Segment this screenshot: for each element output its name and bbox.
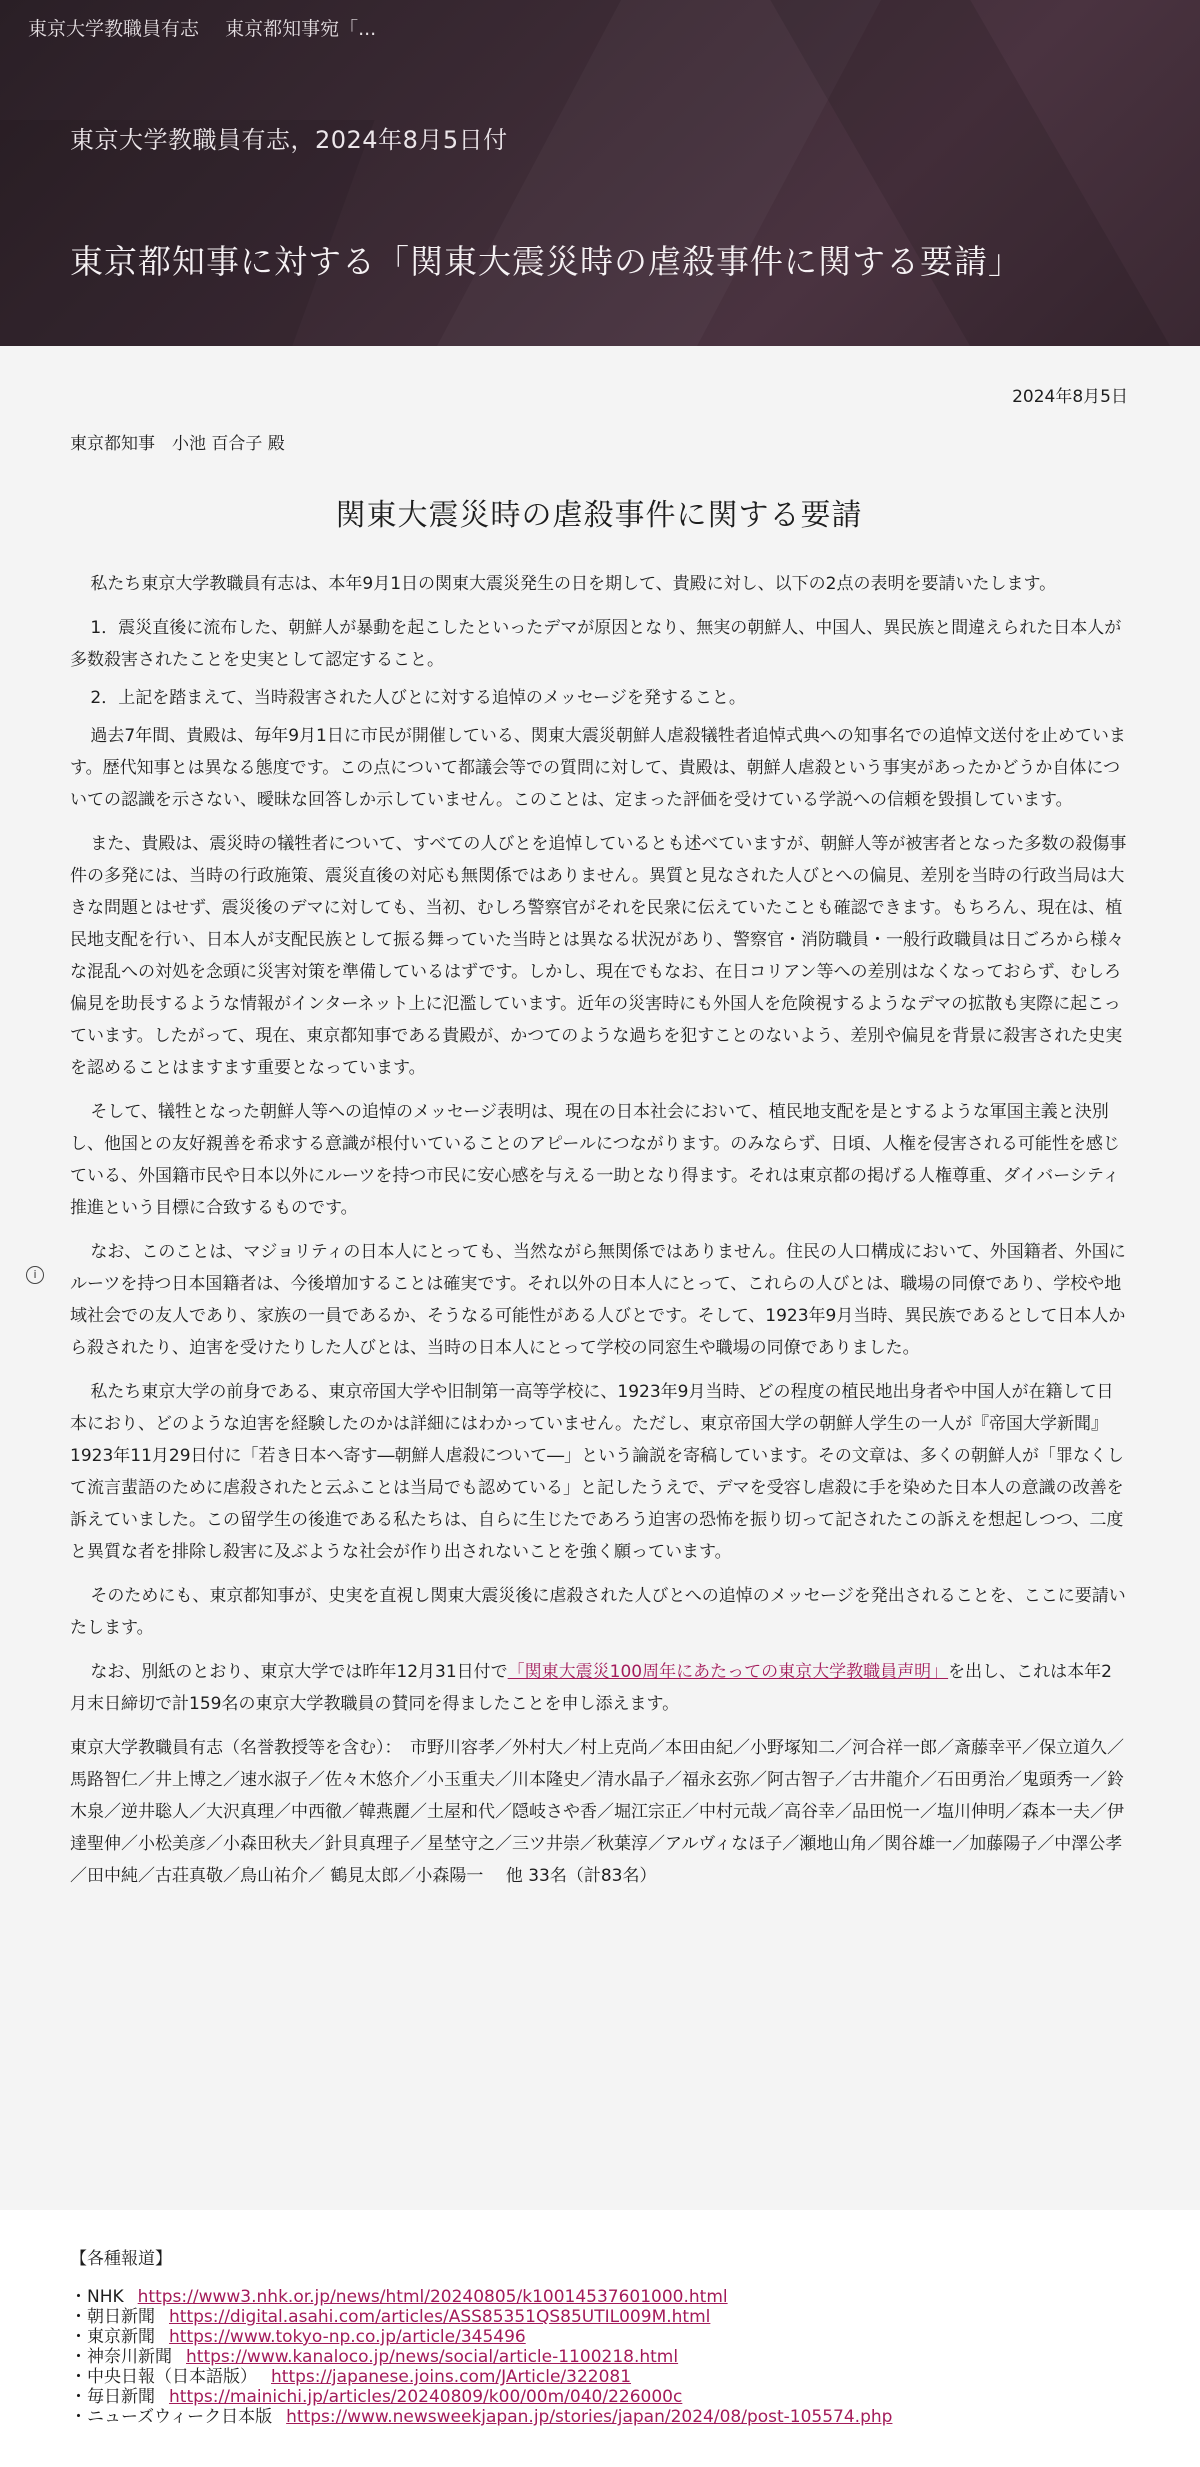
- signatories: 東京大学教職員有志（名誉教授等を含む）： 市野川容孝／外村大／村上克尚／本田由紀／小野塚知二／河合祥一郎／斎藤幸平／保立道久／馬路智仁／井上博之／速水淑子／佐々木悠介／小玉重夫／川本隆史／清水晶子／福永玄弥／阿古智子／古井龍介／石田勇治／鬼頭秀一／鈴木泉／逆井聡人／大沢真理／中西徹／韓燕麗／土屋和代／隠岐さや香／堀江宗正／中村元哉／高谷幸／品田悦一／塩川伸明／森本一夫／伊達聖伸／小松美彦／小森田秋夫／針貝真理子／星埜守之／三ツ井崇／秋葉淳／アルヴィなほ子／瀬地山角／関谷雄一／加藤陽子／中澤公孝／田中純／古荘真敬／鳥山祐介／ 鶴見太郎／小森陽一 他 33名（計83名）: [70, 1738, 1124, 1886]
- report-link[interactable]: https://www.newsweekjapan.jp/stories/japan/2024/08/post-105574.php: [286, 2407, 893, 2427]
- report-source: ・中央日報（日本語版）: [70, 2367, 257, 2387]
- letter-title: 関東大震災時の虐殺事件に関する要請: [335, 498, 863, 533]
- report-item: [70, 2367, 1128, 2387]
- report-link[interactable]: https://japanese.joins.com/JArticle/322081: [271, 2367, 632, 2387]
- report-source: ・神奈川新聞: [70, 2347, 172, 2367]
- report-source: ・NHK: [70, 2287, 124, 2307]
- breadcrumb-item-author[interactable]: 東京大学教職員有志: [28, 18, 200, 40]
- report-item: [70, 2307, 1128, 2327]
- body-paragraph: 過去7年間、貴殿は、毎年9月1日に市民が開催している、関東大震災朝鮮人虐殺犠牲者追悼式典への知事名での追悼文送付を止めています。歴代知事とは異なる態度です。この点について都議会等での質問に対して、貴殿は、朝鮮人虐殺という事実があったかどうか自体についての認識を示さない、曖昧な回答しか示していません。このことは、定まった評価を受けている学説への信頼を毀損しています。: [70, 726, 1126, 810]
- closing-paragraph: [70, 1656, 1128, 1720]
- breadcrumb-item-current: 東京都知事宛「...: [225, 18, 377, 40]
- body-paragraph: そのためにも、東京都知事が、史実を直視し関東大震災後に虐殺された人びとへの追悼のメッセージを発出されることを、ここに要請いたします。: [70, 1586, 1126, 1638]
- body-paragraph: そして、犠牲となった朝鮮人等への追悼のメッセージ表明は、現在の日本社会において、植民地支配を是とするような軍国主義と決別し、他国との友好親善を希求する意識が根付いていることのアピールにつながります。のみならず、日頃、人権を侵害される可能性を感じている、外国籍市民や日本以外にルーツを持つ市民に安心感を与える一助となり得ます。それは東京都の掲げる人権尊重、ダイバーシティ推進という目標に合致するものです。: [70, 1102, 1120, 1218]
- closing-text: を出し、これは本年2月末日締切で計159名の東京大学教職員の賛同を得ましたことを申し添えます。: [70, 1662, 1112, 1714]
- news-reports-section: [0, 2210, 1200, 2467]
- body-paragraph: なお、このことは、マジョリティの日本人にとっても、当然ながら無関係ではありません。住民の人口構成において、外国籍者、外国にルーツを持つ日本国籍者は、今後増加することは確実です。それ以外の日本人にとって、これらの人びとは、職場の同僚であり、学校や地域社会での友人であり、家族の一員であるか、そうなる可能性がある人びとです。そして、1923年9月当時、異民族であるとして日本人から殺されたり、迫害を受けたりした人びとは、当時の日本人にとって学校の同窓生や職場の同僚でありました。: [70, 1242, 1126, 1358]
- report-source: ・毎日新聞: [70, 2387, 155, 2407]
- report-link[interactable]: https://www.tokyo-np.co.jp/article/345496: [169, 2327, 526, 2347]
- header-decoration: [747, 0, 1200, 346]
- request-item: 2．上記を踏まえて、当時殺害された人びとに対する追悼のメッセージを発すること。: [90, 688, 746, 708]
- report-item: [70, 2347, 1128, 2367]
- closing-text: なお、別紙のとおり、東京大学では昨年12月31日付で: [90, 1662, 508, 1682]
- statement-link[interactable]: 「関東大震災100周年にあたっての東京大学教職員声明」: [507, 1662, 949, 1682]
- letter-date: 2024年8月5日: [1012, 387, 1128, 407]
- info-icon[interactable]: i: [26, 1266, 44, 1284]
- page-header: [0, 0, 1200, 346]
- report-item: [70, 2407, 1128, 2427]
- report-link[interactable]: https://mainichi.jp/articles/20240809/k00/00m/040/226000c: [169, 2387, 683, 2407]
- page-byline: 東京大学教職員有志，2024年8月5日付: [70, 126, 508, 154]
- report-link[interactable]: https://www3.nhk.or.jp/news/html/20240805/k10014537601000.html: [137, 2287, 728, 2307]
- letter-body: [0, 346, 1200, 2210]
- report-item: [70, 2287, 1128, 2307]
- body-paragraph: 私たち東京大学の前身である、東京帝国大学や旧制第一高等学校に、1923年9月当時、どの程度の植民地出身者や中国人が在籍して日本におり、どのような迫害を経験したのかは詳細にはわかっていません。ただし、東京帝国大学の朝鮮人学生の一人が『帝国大学新聞』1923年11月29日付に「若き日本へ寄す―朝鮮人虐殺について―」という論説を寄稿しています。その文章は、多くの朝鮮人が「罪なくして流言蜚語のために虐殺されたと云ふことは当局でも認めている」と記したうえで、デマを受容し虐殺に手を染めた日本人の意識の改善を訴えていました。この留学生の後進である私たちは、自らに生じたであろう迫害の恐怖を振り切って記されたこの訴えを想起しつつ、二度と異質な者を排除し殺害に及ぶような社会が作り出されないことを強く願っています。: [70, 1382, 1124, 1562]
- report-source: ・ニューズウィーク日本版: [70, 2407, 273, 2427]
- request-item: 1．震災直後に流布した、朝鮮人が暴動を起こしたといったデマが原因となり、無実の朝鮮人、中国人、異民族と間違えられた日本人が多数殺害されたことを史実として認定すること。: [70, 618, 1122, 670]
- report-source: ・朝日新聞: [70, 2307, 155, 2327]
- report-link[interactable]: https://digital.asahi.com/articles/ASS85351QS85UTIL009M.html: [169, 2307, 711, 2327]
- body-paragraph: また、貴殿は、震災時の犠牲者について、すべての人びとを追悼しているとも述べていますが、朝鮮人等が被害者となった多数の殺傷事件の多発には、当時の行政施策、震災直後の対応も無関係ではありません。異質と見なされた人びとへの偏見、差別を当時の行政当局は大きな問題とはせず、震災後のデマに対しても、当初、むしろ警察官がそれを民衆に伝えていたことも確認できます。もちろん、現在は、植民地支配を行い、日本人が支配民族として振る舞っていた当時とは異なる状況があり、警察官・消防職員・一般行政職員は日ごろから様々な混乱への対処を念頭に災害対策を準備しているはずです。しかし、現在でもなお、在日コリアン等への差別はなくなっておらず、むしろ偏見を助長するような情報がインターネット上に氾濫しています。近年の災害時にも外国人を危険視するようなデマの拡散も実際に起こっています。したがって、現在、東京都知事である貴殿が、かつてのような過ちを犯すことのないよう、差別や偏見を背景に殺害された史実を認めることはますます重要となっています。: [70, 834, 1127, 1078]
- report-item: [70, 2327, 1128, 2347]
- page-title: 東京都知事に対する「関東大震災時の虐殺事件に関する要請」: [70, 242, 1022, 281]
- letter-addressee: 東京都知事 小池 百合子 殿: [70, 434, 285, 454]
- report-source: ・東京新聞: [70, 2327, 155, 2347]
- intro-paragraph: 私たち東京大学教職員有志は、本年9月1日の関東大震災発生の日を期して、貴殿に対し、以下の2点の表明を要請いたします。: [90, 574, 1057, 594]
- reports-heading: 【各種報道】: [70, 2249, 172, 2269]
- breadcrumb: [28, 14, 376, 41]
- report-link[interactable]: https://www.kanaloco.jp/news/social/article-1100218.html: [186, 2347, 679, 2367]
- report-item: [70, 2387, 1128, 2407]
